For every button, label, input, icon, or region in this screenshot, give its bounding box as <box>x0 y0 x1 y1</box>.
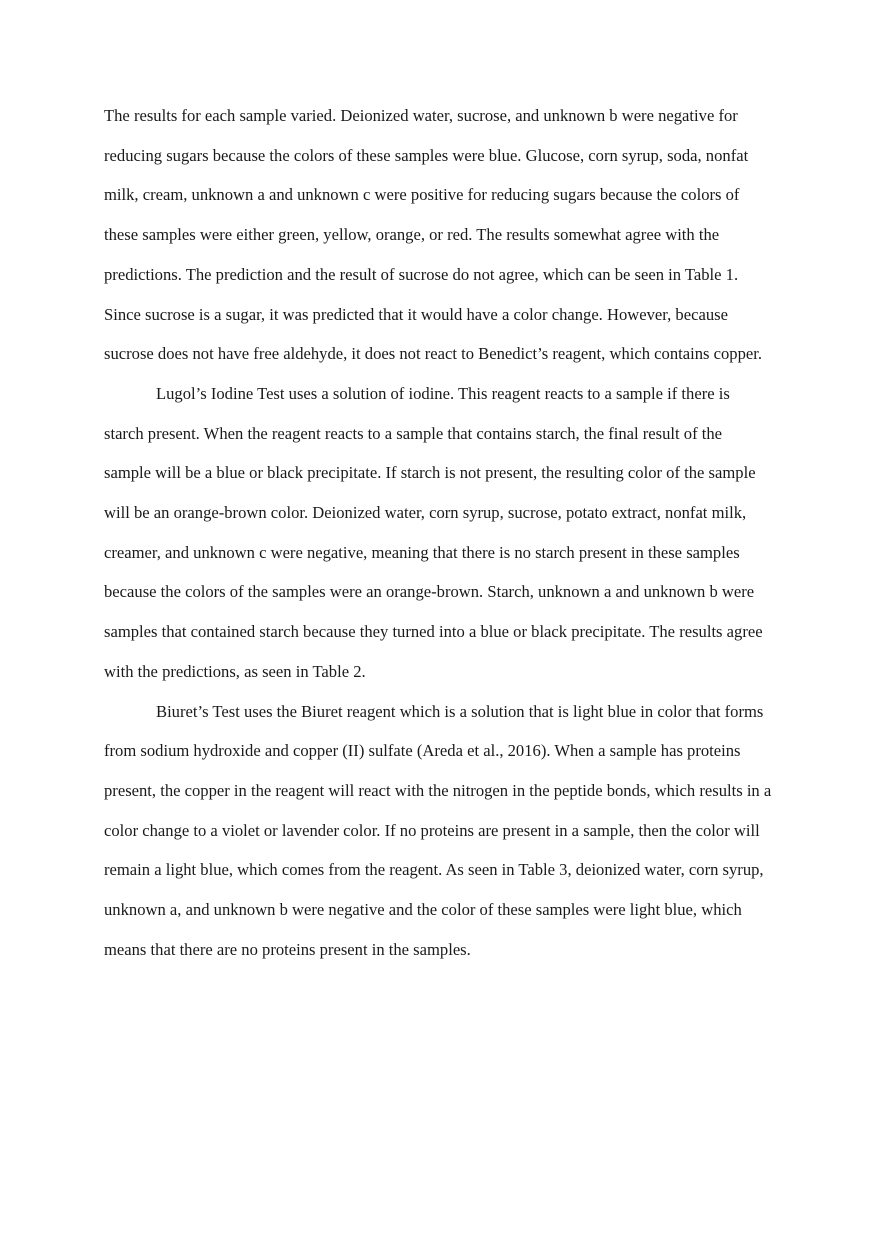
paragraph-lugols-iodine-test: Lugol’s Iodine Test uses a solution of iodine. This reagent reacts to a sample if there is starch present. When the reagent reacts to a sample that contains starch, the final result of the sample will be a blue or black precipitate. If starch is not present, the resulting color of the sample will be an orange-brown color. Deionized water, corn syrup, sucrose, potato extract, nonfat milk, creamer, and unknown c were negative, meaning that there is no starch present in these samples because the colors of the samples were an orange-brown. Starch, unknown a and unknown b were samples that contained starch because they turned into a blue or black precipitate. The results agree with the predictions, as seen in Table 2. <box>104 383 763 681</box>
body-text <box>104 96 772 969</box>
paragraph-biurets-test: Biuret’s Test uses the Biuret reagent which is a solution that is light blue in color that forms from sodium hydroxide and copper (II) sulfate (Areda et al., 2016). When a sample has proteins present, the copper in the reagent will react with the nitrogen in the peptide bonds, which results in a color change to a violet or lavender color. If no proteins are present in a sample, then the color will remain a light blue, which comes from the reagent. As seen in Table 3, deionized water, corn syrup, unknown a, and unknown b were negative and the color of these samples were light blue, which means that there are no proteins present in the samples. <box>104 701 772 959</box>
paragraph-benedicts-results: The results for each sample varied. Deionized water, sucrose, and unknown b were negative for reducing sugars because the colors of these samples were blue. Glucose, corn syrup, soda, nonfat milk, cream, unknown a and unknown c were positive for reducing sugars because the colors of these samples were either green, yellow, orange, or red. The results somewhat agree with the predictions. The prediction and the result of sucrose do not agree, which can be seen in Table 1. Since sucrose is a sugar, it was predicted that it would have a color change. However, because sucrose does not have free aldehyde, it does not react to Benedict’s reagent, which contains copper. <box>104 106 762 364</box>
